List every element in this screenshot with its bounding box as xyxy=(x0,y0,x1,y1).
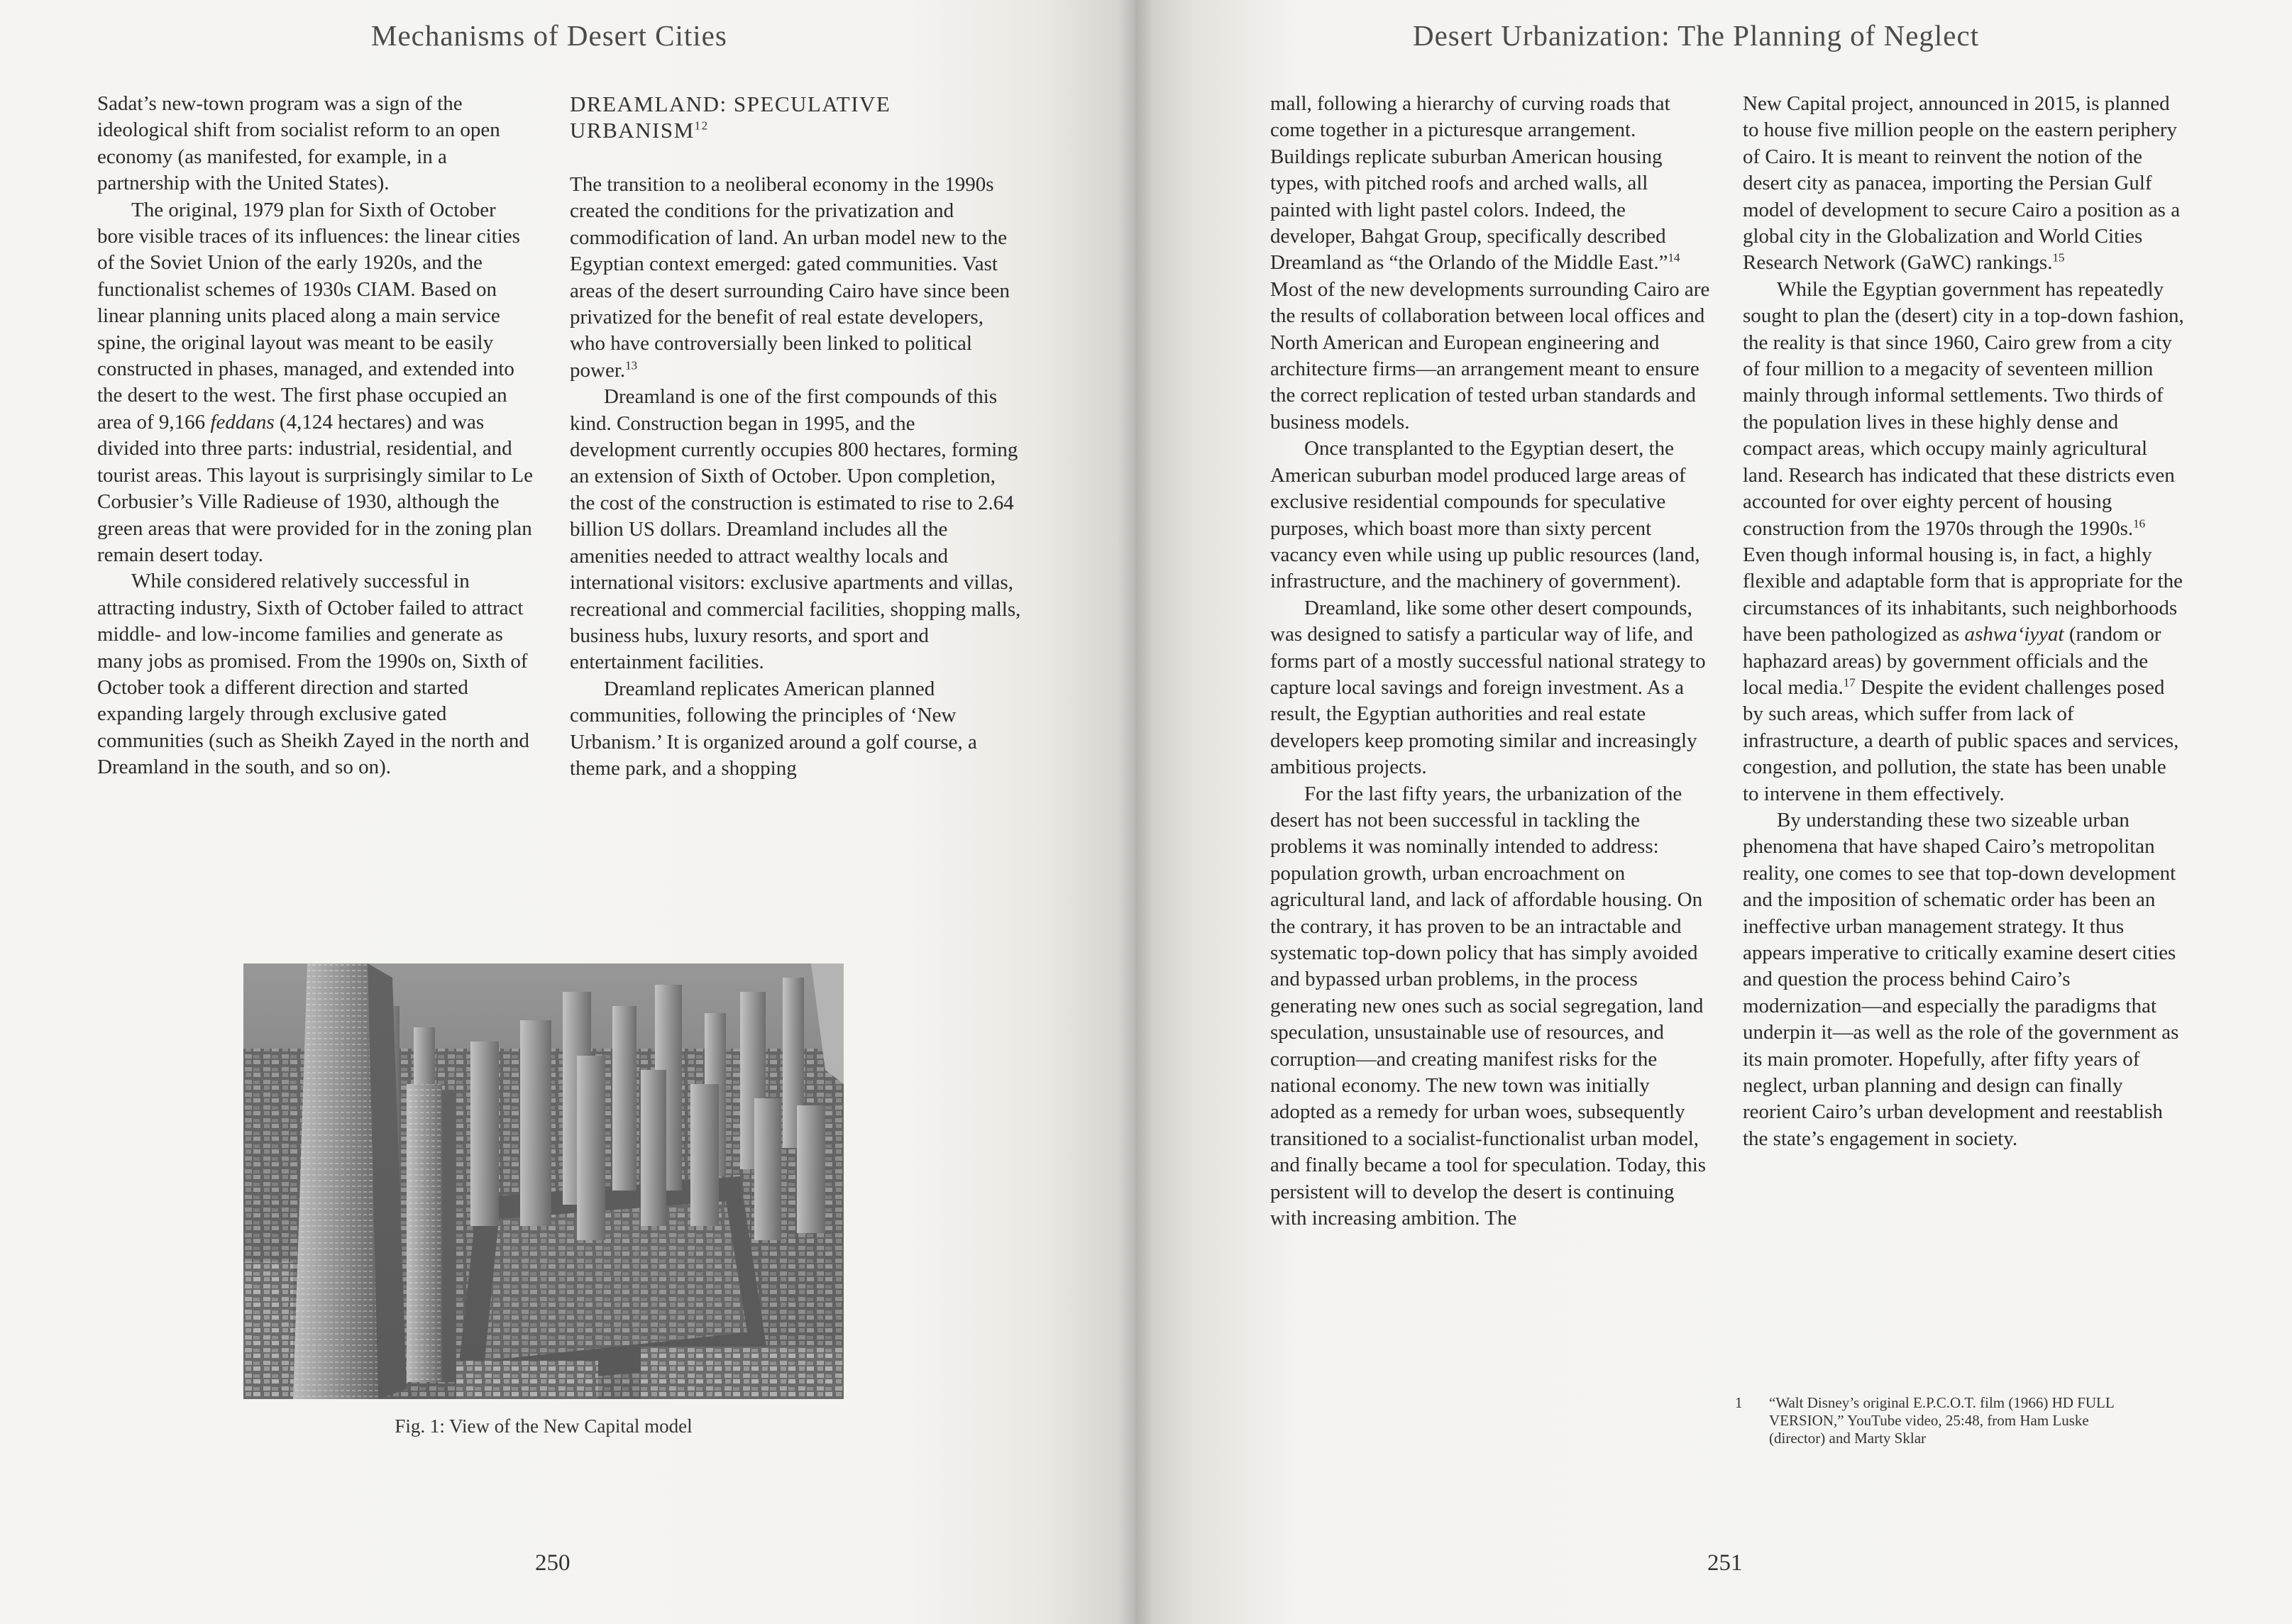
note-ref: 13 xyxy=(625,358,638,372)
left-page xyxy=(0,0,1135,1624)
left-column-2 xyxy=(570,91,1023,782)
new-capital-model-photo xyxy=(243,963,844,1399)
note-ref: 16 xyxy=(2133,516,2146,530)
note-ref: 15 xyxy=(2052,250,2065,265)
page-number-right: 251 xyxy=(1707,1550,1743,1576)
paragraph: mall, following a hierarchy of curving roads that come together in a picturesque arrangement. Buildings replicate suburban American housing types, with pitched roofs and arched walls, all painted with light pastel colors. Indeed, the developer, Bahgat Group, specifically described Dreamland as “the Orlando of the Middle East.”$^{14}$ Most of the new developments surrounding Cairo are the results of collaboration between local offices and North American and European engineering and architecture firms—an arrangement meant to ensure the correct replication of tested urban standards and business models. xyxy=(1270,92,1710,433)
paragraph: Sadat’s new-town program was a sign of the ideological shift from socialist reform to an open economy (as manifested, for example, in a partnership with the United States). xyxy=(97,92,500,195)
right-column-1 xyxy=(1270,91,1710,1232)
paragraph: While considered relatively successful in attracting industry, Sixth of October failed to attract middle- and low-income families and generate as many jobs as promised. From the 1990s on, Sixth of October took a different direction and started expanding largely through exclusive gated communities (such as Sheikh Zayed in the north and Dreamland in the south, and so on). xyxy=(97,570,529,779)
section-heading: DREAMLAND: SPECULATIVE URBANISM$^{12}$ xyxy=(570,92,891,143)
figure-caption: Fig. 1: View of the New Capital model xyxy=(395,1415,693,1437)
footnotes xyxy=(1735,1394,2132,1447)
page-number-left: 250 xyxy=(535,1550,571,1576)
note-ref: 17 xyxy=(1843,675,1856,690)
running-head-right: Desert Urbanization: The Planning of Neglect xyxy=(1413,19,1980,52)
paragraph: By understanding these two sizeable urban phenomena that have shaped Cairo’s metropolitan reality, one comes to see that top-down development and the imposition of schematic order has been an ineffective urban management strategy. It thus appears imperative to critically examine desert cities and question the process behind Cairo’s modernization—and especially the paradigms that underpin it—as well as the role of the government as its main promoter. Hopefully, after fifty years of neglect, urban planning and design can finally reorient Cairo’s urban development and reestablish the state’s engagement in society. xyxy=(1743,808,2179,1150)
paragraph: The original, 1979 plan for Sixth of October bore visible traces of its influences: the linear cities of the Soviet Union of the early 1920s, and the functionalist schemes of 1930s CIAM. Based on linear planning units placed along a main service spine, the original layout was meant to be easily constructed in phases, managed, and extended into the desert to the west. The first phase occupied an area of 9,166 feddans (4,124 hectares) and was divided into three parts: industrial, residential, and tourist areas. This layout is surprisingly similar to Le Corbusier’s Ville Radieuse of 1930, although the green areas that were provided for in the zoning plan remain desert today. xyxy=(97,198,534,566)
footnote-number: 1 xyxy=(1735,1394,1743,1411)
paragraph: Once transplanted to the Egyptian desert, the American suburban model produced large areas of exclusive residential compounds for speculative purposes, which boast more than sixty percent vacancy even while using up public resources (land, infrastructure, and the machinery of government). xyxy=(1270,437,1700,593)
italic-term: ashwa‘iyyat xyxy=(1964,623,2064,646)
paragraph: Dreamland, like some other desert compounds, was designed to satisfy a particular way of life, and forms part of a mostly successful national strategy to capture local savings and foreign investment. As a result, the Egyptian authorities and real estate developers keep promoting similar and increasingly ambitious projects. xyxy=(1270,596,1706,779)
italic-term: feddans xyxy=(210,410,275,433)
right-page xyxy=(1135,0,2292,1624)
right-column-2 xyxy=(1743,91,2186,1152)
paragraph: New Capital project, announced in 2015, is planned to house five million people on the eastern periphery of Cairo. It is meant to reinvent the notion of the desert city as panacea, importing the Persian Gulf model of development to secure Cairo a position as a global city in the Globalization and World Cities Research Network (GaWC) rankings.$^{15}$ xyxy=(1743,92,2181,275)
paragraph: Dreamland replicates American planned communities, following the principles of ‘New Urbanism.’ It is organized around a golf course, a theme park, and a shopping xyxy=(570,677,977,780)
running-head-left: Mechanisms of Desert Cities xyxy=(371,19,727,52)
paragraph: For the last fifty years, the urbanization of the desert has not been successful in tackling the problems it was nominally intended to address: population growth, urban encroachment on agricultural land, and lack of affordable housing. On the contrary, it has proven to be an intractable and systematic top-down policy that has simply avoided and bypassed urban problems, in the process generating new ones such as social segregation, land speculation, unsustainable use of resources, and corruption—and creating manifest risks for the national economy. The new town was initially adopted as a remedy for urban woes, subsequently transitioned to a socialist-functionalist urban model, and finally became a tool for speculation. Today, this persistent will to develop the desert is continuing with increasing ambition. The xyxy=(1270,782,1707,1230)
paragraph: The transition to a neoliberal economy in the 1990s created the conditions for the privatization and commodification of land. An urban model new to the Egyptian context emerged: gated communities. Vast areas of the desert surrounding Cairo have since been privatized for the benefit of real estate developers, who have controversially been linked to political power.$^{13}$ xyxy=(570,173,1010,382)
left-column-1 xyxy=(97,91,537,781)
paragraph: Dreamland is one of the first compounds of this kind. Construction began in 1995, and the development currently occupies 800 hectares, forming an extension of Sixth of October. Upon completion, the cost of the construction is estimated to rise to 2.64 billion US dollars. Dreamland includes all the amenities needed to attract wealthy locals and international visitors: exclusive apartments and villas, recreational and commercial facilities, shopping malls, business hubs, luxury resorts, and sport and entertainment facilities. xyxy=(570,385,1021,674)
city-model-illustration xyxy=(243,963,844,1399)
paragraph: While the Egyptian government has repeatedly sought to plan the (desert) city in a top-down fashion, the reality is that since 1960, Cairo grew from a city of four million to a megacity of seventeen million mainly through informal settlements. Two thirds of the population lives in these highly dense and compact areas, which occupy mainly agricultural land. Research has indicated that these districts even accounted for over eighty percent of housing construction from the 1970s through the 1990s.$^{16}$ Even though informal housing is, in fact, a highly flexible and adaptable form that is appropriate for the circumstances of its inhabitants, such neighborhoods have been pathologized as ashwa‘iyyat (random or haphazard areas) by government officials and the local media.$^{17}$ Despite the evident challenges posed by such areas, which suffer from lack of infrastructure, a dearth of public spaces and services, congestion, and pollution, the state has been unable to intervene in them effectively. xyxy=(1743,277,2184,805)
note-ref: 12 xyxy=(694,118,709,133)
footnote-text: “Walt Disney’s original E.P.C.O.T. film (1966) HD FULL VERSION,” YouTube video, 25:48, from Ham Luske (director) and Marty Sklar xyxy=(1769,1394,2114,1447)
note-ref: 14 xyxy=(1668,250,1680,265)
book-gutter xyxy=(1118,0,1153,1624)
